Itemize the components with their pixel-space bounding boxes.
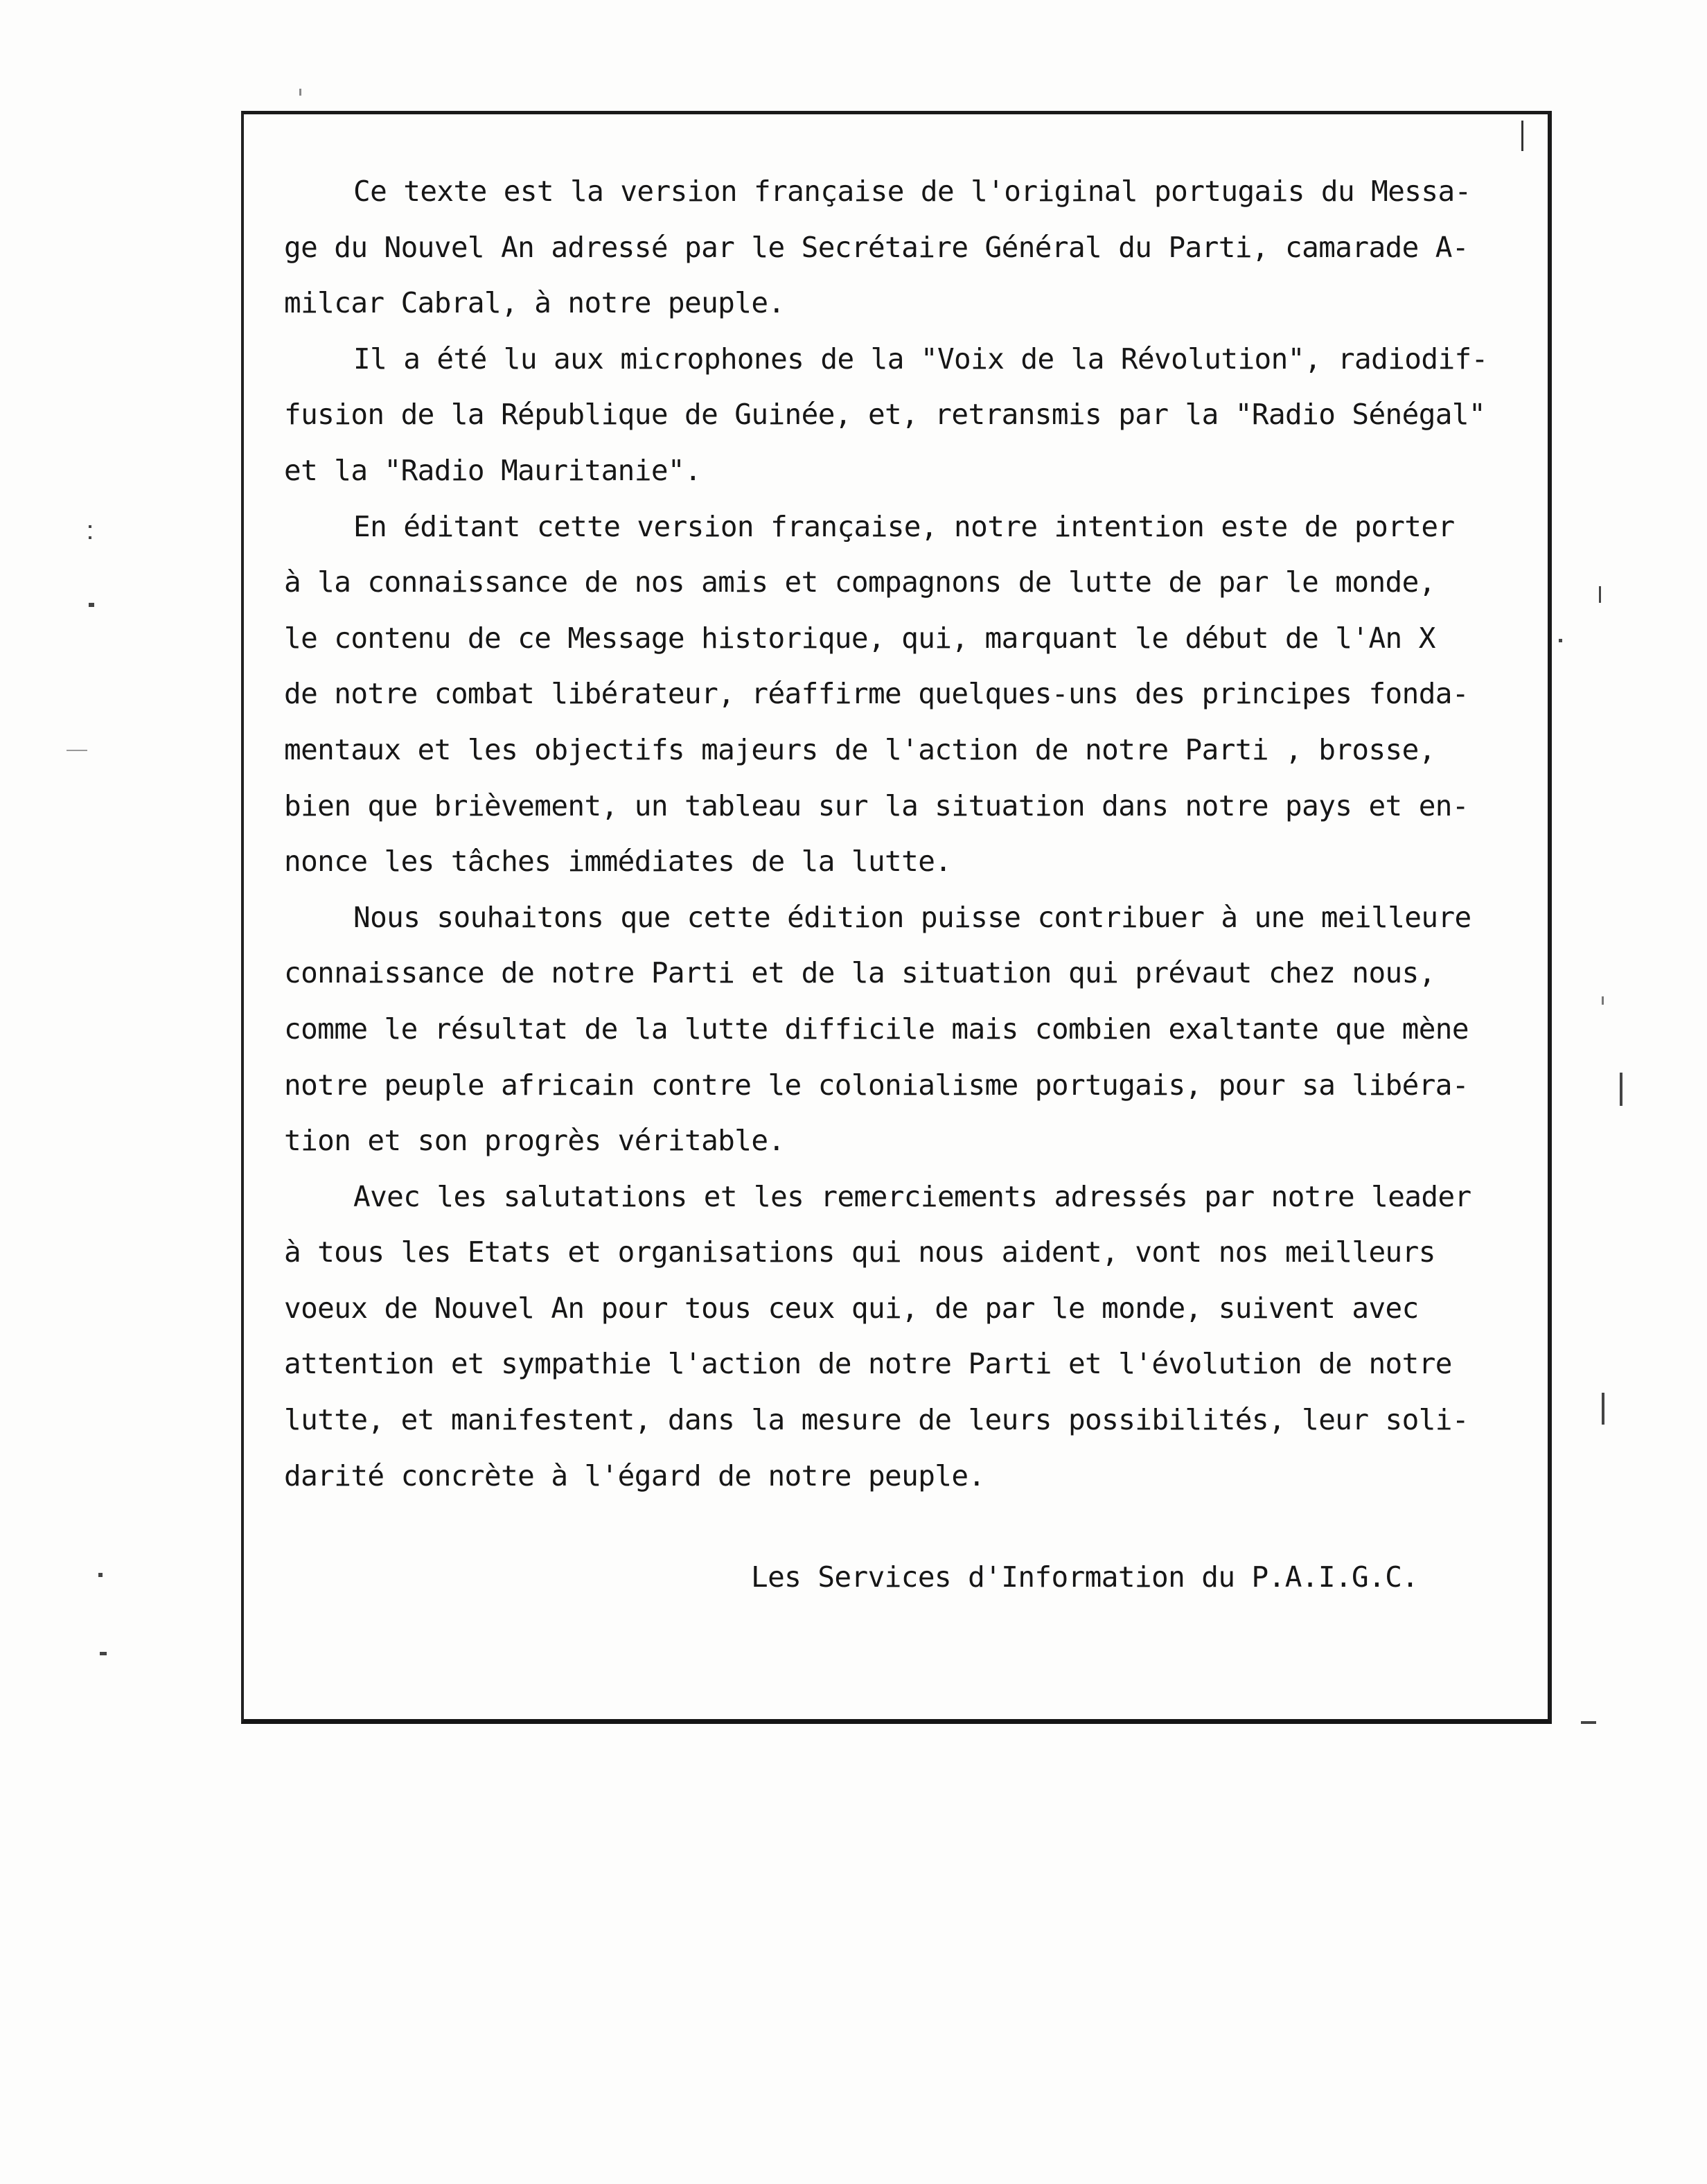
scan-speck xyxy=(100,1652,107,1655)
frame-corner-mark xyxy=(1521,121,1523,151)
scan-speck xyxy=(98,1573,103,1577)
text-line: notre peuple africain contre le colonialisme portugais, pour sa libéra- xyxy=(284,1068,1469,1102)
text-line: nonce les tâches immédiates de la lutte. xyxy=(284,845,952,879)
text-line: bien que brièvement, un tableau sur la situation dans notre pays et en- xyxy=(284,789,1469,822)
scan-speck xyxy=(1602,1393,1604,1425)
scan-speck xyxy=(89,525,91,528)
body-text xyxy=(284,164,1524,1504)
text-line: Nous souhaitons que cette édition puisse contribuer à une meilleure xyxy=(353,900,1471,934)
text-line: Il a été lu aux microphones de la "Voix de la Révolution", radiodif- xyxy=(353,342,1488,376)
text-line: à la connaissance de nos amis et compagnons de lutte de par le monde, xyxy=(284,565,1435,599)
text-line: tion et son progrès véritable. xyxy=(284,1124,785,1158)
scan-speck xyxy=(1602,996,1604,1005)
text-line: lutte, et manifestent, dans la mesure de leurs possibilités, leur soli- xyxy=(284,1403,1469,1437)
text-line: attention et sympathie l'action de notre Parti et l'évolution de notre xyxy=(284,1347,1452,1381)
text-line: Ce texte est la version française de l'original portugais du Messa- xyxy=(353,175,1471,208)
scan-speck xyxy=(299,89,301,96)
text-line: ge du Nouvel An adressé par le Secrétaire Général du Parti, camarade A- xyxy=(284,230,1469,264)
signature-line: Les Services d'Information du P.A.I.G.C. xyxy=(751,1560,1419,1594)
text-line: le contenu de ce Message historique, qui, marquant le début de l'An X xyxy=(284,621,1435,655)
text-line: darité concrète à l'égard de notre peuple. xyxy=(284,1459,985,1492)
scan-speck xyxy=(1581,1721,1596,1724)
text-line: Avec les salutations et les remerciements adressés par notre leader xyxy=(353,1179,1471,1213)
scan-speck xyxy=(89,536,91,539)
scan-speck xyxy=(1559,639,1562,642)
scan-speck xyxy=(1599,586,1601,603)
scan-speck xyxy=(89,603,94,607)
text-line: de notre combat libérateur, réaffirme quelques-uns des principes fonda- xyxy=(284,677,1469,711)
text-line: connaissance de notre Parti et de la situation qui prévaut chez nous, xyxy=(284,956,1435,990)
text-line: fusion de la République de Guinée, et, retransmis par la "Radio Sénégal" xyxy=(284,398,1486,432)
scan-speck xyxy=(1620,1073,1622,1106)
text-line: milcar Cabral, à notre peuple. xyxy=(284,286,785,320)
text-line: comme le résultat de la lutte difficile mais combien exaltante que mène xyxy=(284,1012,1469,1046)
text-line: mentaux et les objectifs majeurs de l'action de notre Parti , brosse, xyxy=(284,732,1435,766)
text-line: En éditant cette version française, notre intention este de porter xyxy=(353,509,1455,543)
text-line: voeux de Nouvel An pour tous ceux qui, de par le monde, suivent avec xyxy=(284,1291,1419,1325)
scan-speck xyxy=(67,750,87,751)
text-line: à tous les Etats et organisations qui nous aident, vont nos meilleurs xyxy=(284,1235,1435,1269)
text-line: et la "Radio Mauritanie". xyxy=(284,453,702,487)
